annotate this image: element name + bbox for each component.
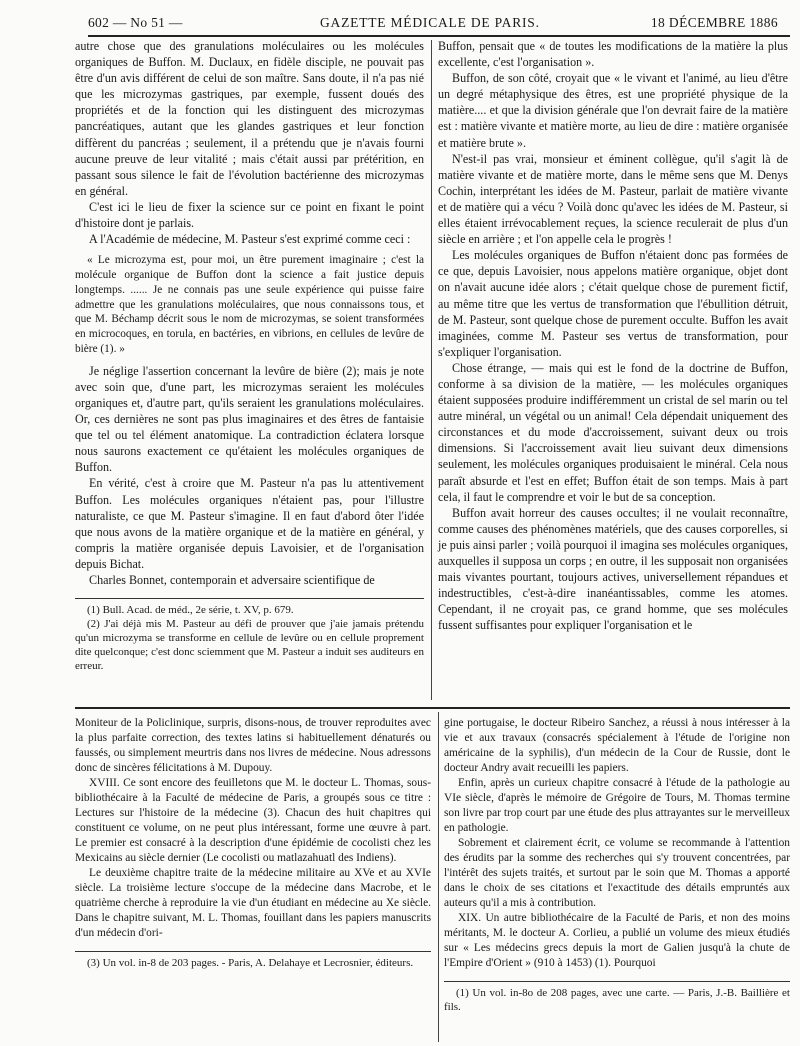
footnote: (1) Un vol. in-8o de 208 pages, avec une carte. — Paris, J.-B. Baillière et fils. bbox=[444, 987, 790, 1013]
quote-text: « Le microzyma est, pour moi, un être purement imaginaire ; c'est la molécule organique de Buffon dont la science a fait justice depuis longtemps. ...... Je ne connais pas une seule expérience qui puisse faire admettre que les granulations moléculaires, que nous connaissons tous, et que M. Béchamp décrit sous le nom de microzymas, se soient transformées en microcoques, en torula, en bactéries, en vibrions, en cellules de levûre de bière (1). » bbox=[75, 254, 424, 355]
footnotes bbox=[75, 603, 424, 673]
paragraph: Je néglige l'assertion concernant la levûre de bière (2); mais je note avec soin que, d'une part, les microzymas seraient les molécules organiques et, d'autre part, qu'ils seraient les granulations moléculaires. Or, ces dernières ne sont pas plus imaginaires et des êtres de fantaisie que tel ou tel élément anatomique. La contradiction éclatera lorsque nous saurons exactement ce qu'étaient les molécules organiques de Buffon. bbox=[75, 363, 424, 475]
paragraph: Charles Bonnet, contemporain et adversaire scientifique de bbox=[89, 573, 375, 588]
column-right-top bbox=[438, 38, 788, 633]
paragraph: Buffon, pensait que « de toutes les modifications de la matière la plus excellente, c'est l'organisation ». bbox=[438, 39, 788, 70]
footnote-divider bbox=[75, 951, 431, 952]
paragraph: XIX. Un autre bibliothécaire de la Faculté de Paris, et non des moins méritants, M. le docteur A. Corlieu, a publié un volume des mieux étudiés sur « Les médecins grecs depuis la mort de Galien jusqu'à la chute de l'Empire d'Orient » (910 à 1453) (1). Pourquoi bbox=[444, 912, 790, 969]
paragraph: C'est ici le lieu de fixer la science sur ce point en fixant le point d'histoire dont je parlais. bbox=[75, 199, 424, 231]
pasteur-quote bbox=[75, 253, 424, 357]
footnote: (3) Un vol. in-8 de 203 pages. - Paris, A. Delahaye et Lecrosnier, éditeurs. bbox=[87, 957, 414, 969]
paragraph: Moniteur de la Policlinique, surpris, disons-nous, de trouver reproduites avec la plus parfaite correction, des textes latins si habituellement dénaturés ou faussés, ou simplement meurtris dans nos livres de médecine. Nous adressons donc de sincères félicitations à M. Dupouy. bbox=[75, 717, 431, 774]
footnote-divider bbox=[75, 598, 424, 599]
paragraph: gine portugaise, le docteur Ribeiro Sanchez, a réussi à nous intéresser à la vie et aux travaux (consacrés spécialement à l'étude de l'origine non américaine de la syphilis), d'un médecin de la Cour de Russie, dont le docteur Andry avait recueilli les papiers. bbox=[444, 717, 790, 774]
paragraph: Buffon, de son côté, croyait que « le vivant et l'animé, au lieu d'être un degré métaphysique des êtres, est une propriété physique de la matière.... et que la division générale que l'on devrait faire de la matière est : matière vivante et matière morte, au lieu de dire : matière organisée et matière brute ». bbox=[438, 71, 788, 150]
footnote-divider bbox=[444, 981, 790, 982]
paragraph: A l'Académie de médecine, M. Pasteur s'est exprimé comme ceci : bbox=[89, 232, 411, 247]
paragraph: Enfin, après un curieux chapitre consacré à l'étude de la pathologie au VIe siècle, d'après le mémoire de Grégoire de Tours, M. Thomas termine son livre par trop court par une étude des plus attrayantes sur le merveilleux en pathologie. bbox=[444, 777, 790, 834]
paragraph: Chose étrange, — mais qui est le fond de la doctrine de Buffon, conforme à sa division de la matière, — les molécules organiques étaient supposées produire indifféremment un cristal de sel marin ou tel autre minéral, un végétal ou un animal! Cela dépendait uniquement des circonstances et du mode d'accroissement, suivant deux ou trois dimensions. Si l'accroissement avait lieu suivant deux dimensions seulement, les molécules organiques produisaient le minéral. Cela nous paraît absurde et l'est en effet; Buffon était de son temps. Mais à part cela, il faut le comprendre et voir le but de sa conception. bbox=[438, 360, 788, 504]
issue-date: 18 DÉCEMBRE 1886 bbox=[650, 15, 778, 30]
column-left-bottom bbox=[75, 716, 431, 970]
column-left-top bbox=[75, 38, 424, 673]
footnotes bbox=[75, 956, 431, 970]
page-header bbox=[88, 13, 790, 37]
paragraph: Les molécules organiques de Buffon n'étaient donc pas formées de ce que, depuis Lavoisier, nous appelons matière organique, objet dont on n'avait aucune idée alors ; c'était quelque chose de purement fictif, au même titre que les vertus de transformation que l'ébullition détruit, de M. Pasteur, sont quelque chose de purement occulte. Buffon les avait imaginées, comme M. Pasteur ses vertus de transformation, pour s'expliquer l'organisation. bbox=[438, 248, 788, 359]
footnote: (2) J'ai déjà mis M. Pasteur au défi de prouver que j'aie jamais prétendu qu'un microzyma se transforme en cellule de levûre ou en cellule proprement dite quelconque; c'est donc sciemment que M. Pasteur a induit ses auditeurs en erreur. bbox=[75, 618, 424, 673]
journal-title: GAZETTE MÉDICALE DE PARIS. bbox=[320, 15, 540, 30]
footnotes bbox=[444, 986, 790, 1014]
column-divider bbox=[431, 40, 432, 700]
paragraph: Sobrement et clairement écrit, ce volume se recommande à l'attention des érudits par la somme des recherches qui s'y trouvent concentrées, par l'intérêt des sujets traités, et surtout par le soin que M. Thomas a apporté dans le choix de ses citations et l'exactitude des détails empruntés aux auteurs qu'il a mis à contribution. bbox=[444, 837, 790, 909]
paragraph: XVIII. Ce sont encore des feuilletons que M. le docteur L. Thomas, sous-bibliothécaire à la Faculté de médecine de Paris, a groupés sous ce titre : Lectures sur l'histoire de la médecine (3). Chacun des huit chapitres qui constituent ce volume, on ne peut plus intéressant, forme une œuvre à part. Le premier est consacré à la description d'une épidémie de cocolisti chez les Mexicains au siècle dernier (Le cocolisti ou matlazahuatl des Indiens). bbox=[75, 777, 431, 864]
column-divider bbox=[438, 712, 439, 1042]
column-right-bottom bbox=[444, 716, 790, 1014]
paragraph: Buffon avait horreur des causes occultes; il ne voulait reconnaître, comme causes des phénomènes matériels, que des causes corporelles, si je puis ainsi parler ; voilà pourquoi il imagina ses molécules organiques, auxquelles il supposa un corps ; en outre, il les supposait non organisées mais vivantes pourtant, toujours actives, universellement répandues et indestructibles, c'est-à-dire inanéantissables, comme les atomes. Cependant, il ne croyait pas, ce grand homme, que ses molécules fussent suffisantes pour expliquer l'organisation et le bbox=[438, 505, 788, 633]
footnote: (1) Bull. Acad. de méd., 2e série, t. XV, p. 679. bbox=[87, 604, 294, 617]
section-divider bbox=[75, 707, 790, 709]
page-number: 602 — No 51 — bbox=[88, 15, 183, 30]
paragraph: N'est-il pas vrai, monsieur et éminent collègue, qu'il s'agit là de matière vivante et de matière morte, dans le même sens que M. Denys Cochin, interprétant les idées de M. Pasteur, parlait de matière vivante et de matière qui a vécu ? Voilà donc qu'avec les idées de M. Pasteur, si elles étaient irrévocablement reçues, la science reculerait de plus d'un siècle en arrière ; et l'on appelle cela le progrès ! bbox=[438, 151, 788, 247]
paragraph: autre chose que des granulations moléculaires ou les molécules organiques de Buffon. M. Duclaux, en fidèle disciple, ne pouvait pas être d'un avis différent de celui de son maître. Sans doute, il n'a pas nié que les microzymas gastriques, par exemple, fussent doués des propriétés et de la fonction qui les distinguent des microzymas pancréatiques, autant que les glandes gastriques et leur fonction diffèrent du pancréas ; seulement, il a prétendu que je n'avais fourni aucune preuve de leur vitalité ; mais c'était aussi par prétérition, en passant sous silence le fait de l'évolution bactérienne des microzymas en général. bbox=[75, 39, 424, 198]
paragraph: Le deuxième chapitre traite de la médecine militaire au XVe et au XVIe siècle. La troisième lecture s'occupe de la médecine dans Macrobe, et le quatrième cherche à reproduire la vie d'un étudiant en médecine au Xe siècle. Dans le chapitre suivant, M. L. Thomas, fouillant dans les papiers manuscrits d'un médecin d'ori- bbox=[75, 867, 431, 939]
paragraph: En vérité, c'est à croire que M. Pasteur n'a pas lu attentivement Buffon. Les molécules organiques n'étaient pas, pour l'illustre naturaliste, ce que M. Pasteur s'imagine. Il en faut d'abord ôter l'idée que nous avons de la matière organique et de la matière en général, y compris la matière organisée depuis Lavoisier, et de l'organisation depuis Bichat. bbox=[75, 476, 424, 571]
